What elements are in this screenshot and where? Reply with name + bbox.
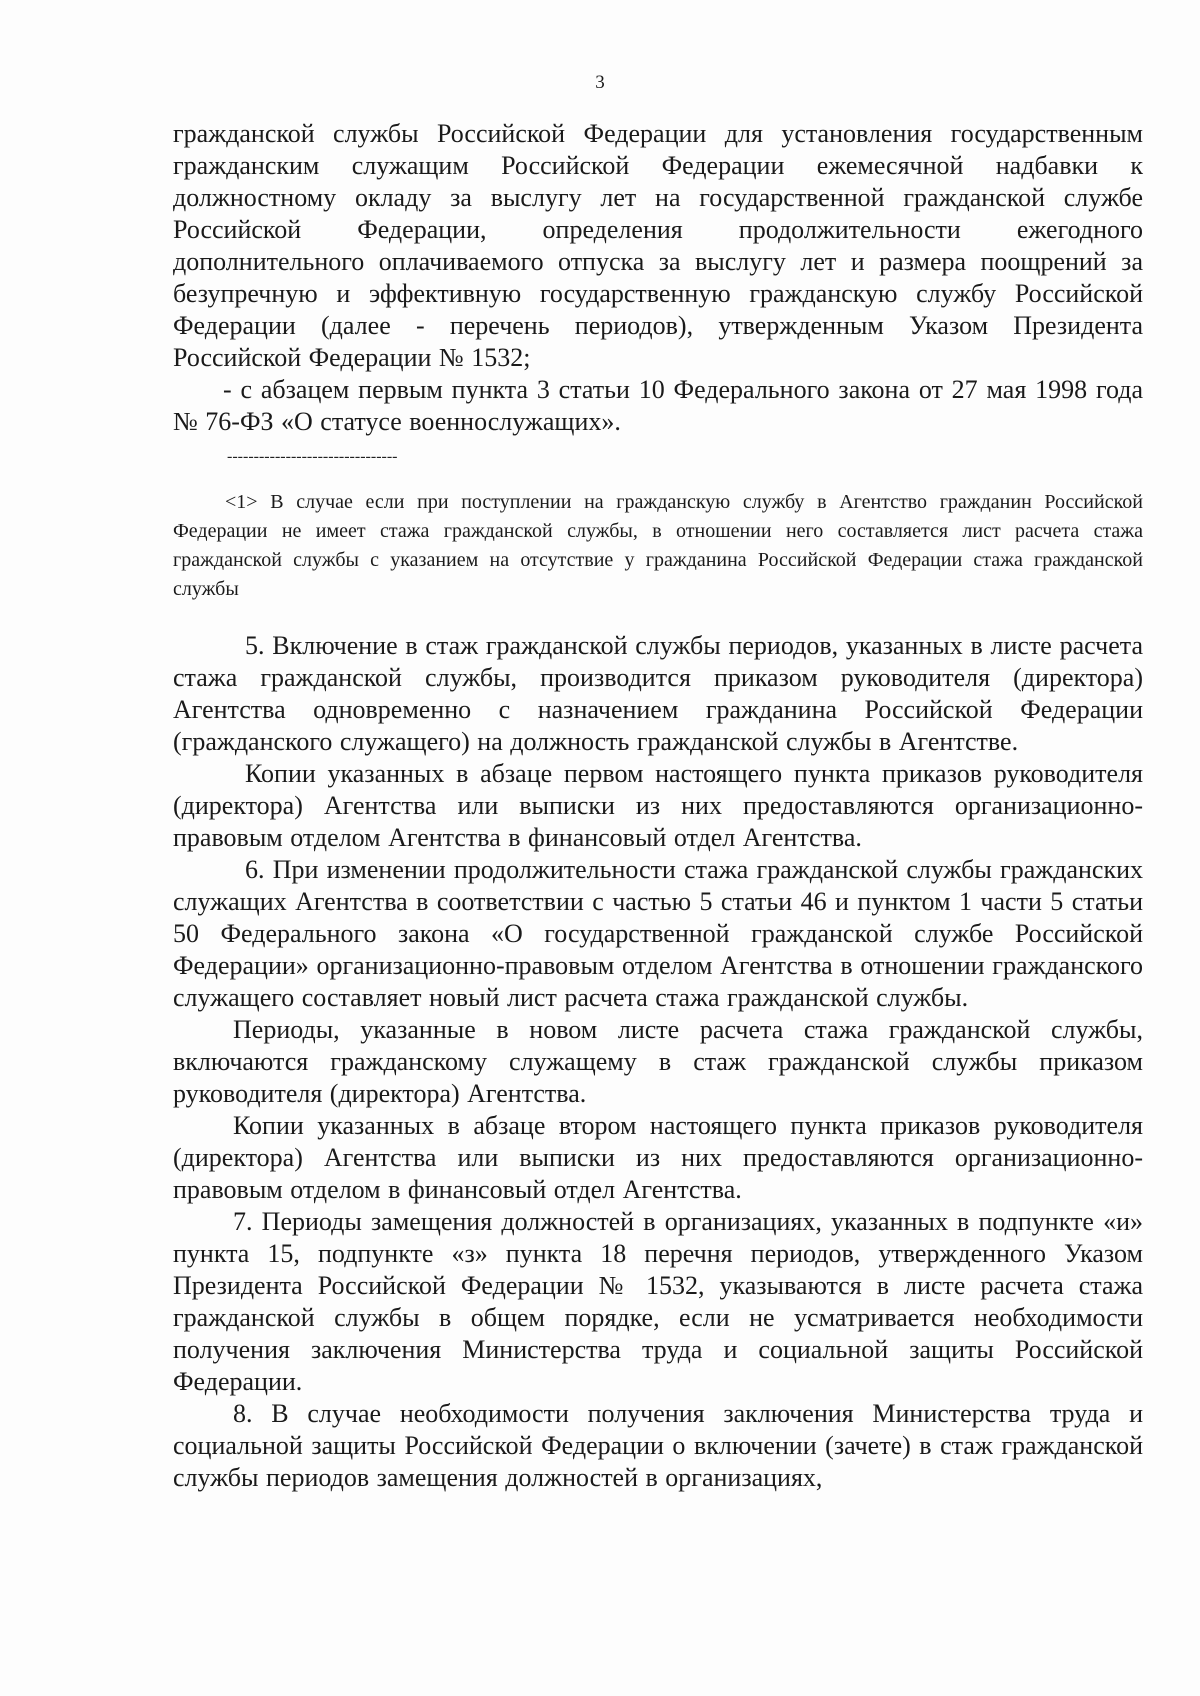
paragraph-item-8: 8. В случае необходимости получения заключения Министерства труда и социальной защиты Российской Федерации о включении (зачете) в стаж гражданской службы периодов замещения должностей в организациях, [173, 1399, 1143, 1492]
page-number: 3 [595, 72, 605, 93]
paragraph-item-7: 7. Периоды замещения должностей в организациях, указанных в подпункте «и» пункта 15, подпункте «з» пункта 18 перечня периодов, утвержденного Указом Президента Российской Федерации № 1532, указываются в листе расчета стажа гражданской службы в общем порядке, если не усматривается необходимости получения заключения Министерства труда и социальной защиты Российской Федерации. [173, 1207, 1143, 1396]
paragraph-item-6: 6. При изменении продолжительности стажа гражданской службы гражданских служащих Агентства в соответствии с частью 5 статьи 46 и пунктом 1 части 5 статьи 50 Федерального закона «О государственной гражданской службе Российской Федерации» организационно-правовым отделом Агентства в отношении гражданского служащего составляет новый лист расчета стажа гражданской службы. [173, 855, 1143, 1012]
paragraph-item-5: 5. Включение в стаж гражданской службы периодов, указанных в листе расчета стажа гражданской службы, производится приказом руководителя (директора) Агентства одновременно с назначением гражданина Российской Федерации (гражданского служащего) на должность гражданской службы в Агентстве. [173, 631, 1143, 756]
paragraph-list-item: - с абзацем первым пункта 3 статьи 10 Федерального закона от 27 мая 1998 года № 76-ФЗ «О статусе военнослужащих». [173, 375, 1143, 436]
paragraph-continuation: гражданской службы Российской Федерации для установления государственным гражданским служащим Российской Федерации ежемесячной надбавки к должностному окладу за выслугу лет на государственной гражданской службе Российской Федерации, определения продолжительности ежегодного дополнительного оплачиваемого отпуска за выслугу лет и размера поощрений за безупречную и эффективную государственную гражданскую службу Российской Федерации (далее - перечень периодов), утвержденным Указом Президента Российской Федерации № 1532; [173, 119, 1143, 372]
spacer [173, 604, 1143, 630]
paragraph-item-6-periods: Периоды, указанные в новом листе расчета стажа гражданской службы, включаются гражданскому служащему в стаж гражданской службы приказом руководителя (директора) Агентства. [173, 1015, 1143, 1108]
footnote: <1> В случае если при поступлении на гражданскую службу в Агентство гражданин Российской Федерации не имеет стажа гражданской службы, в отношении него составляется лист расчета стажа гражданской службы с указанием на отсутствие у гражданина Российской Федерации стажа гражданской службы [173, 491, 1143, 600]
document-body [173, 118, 1143, 1494]
paragraph-item-5-copies: Копии указанных в абзаце первом настоящего пункта приказов руководителя (директора) Агентства или выписки из них предоставляются организационно-правовым отделом Агентства в финансовый отдел Агентства. [173, 759, 1143, 852]
footnote-separator: -------------------------------- [227, 448, 398, 465]
paragraph-item-6-copies: Копии указанных в абзаце втором настоящего пункта приказов руководителя (директора) Агентства или выписки из них предоставляются организационно-правовым отделом в финансовый отдел Агентства. [173, 1111, 1143, 1204]
